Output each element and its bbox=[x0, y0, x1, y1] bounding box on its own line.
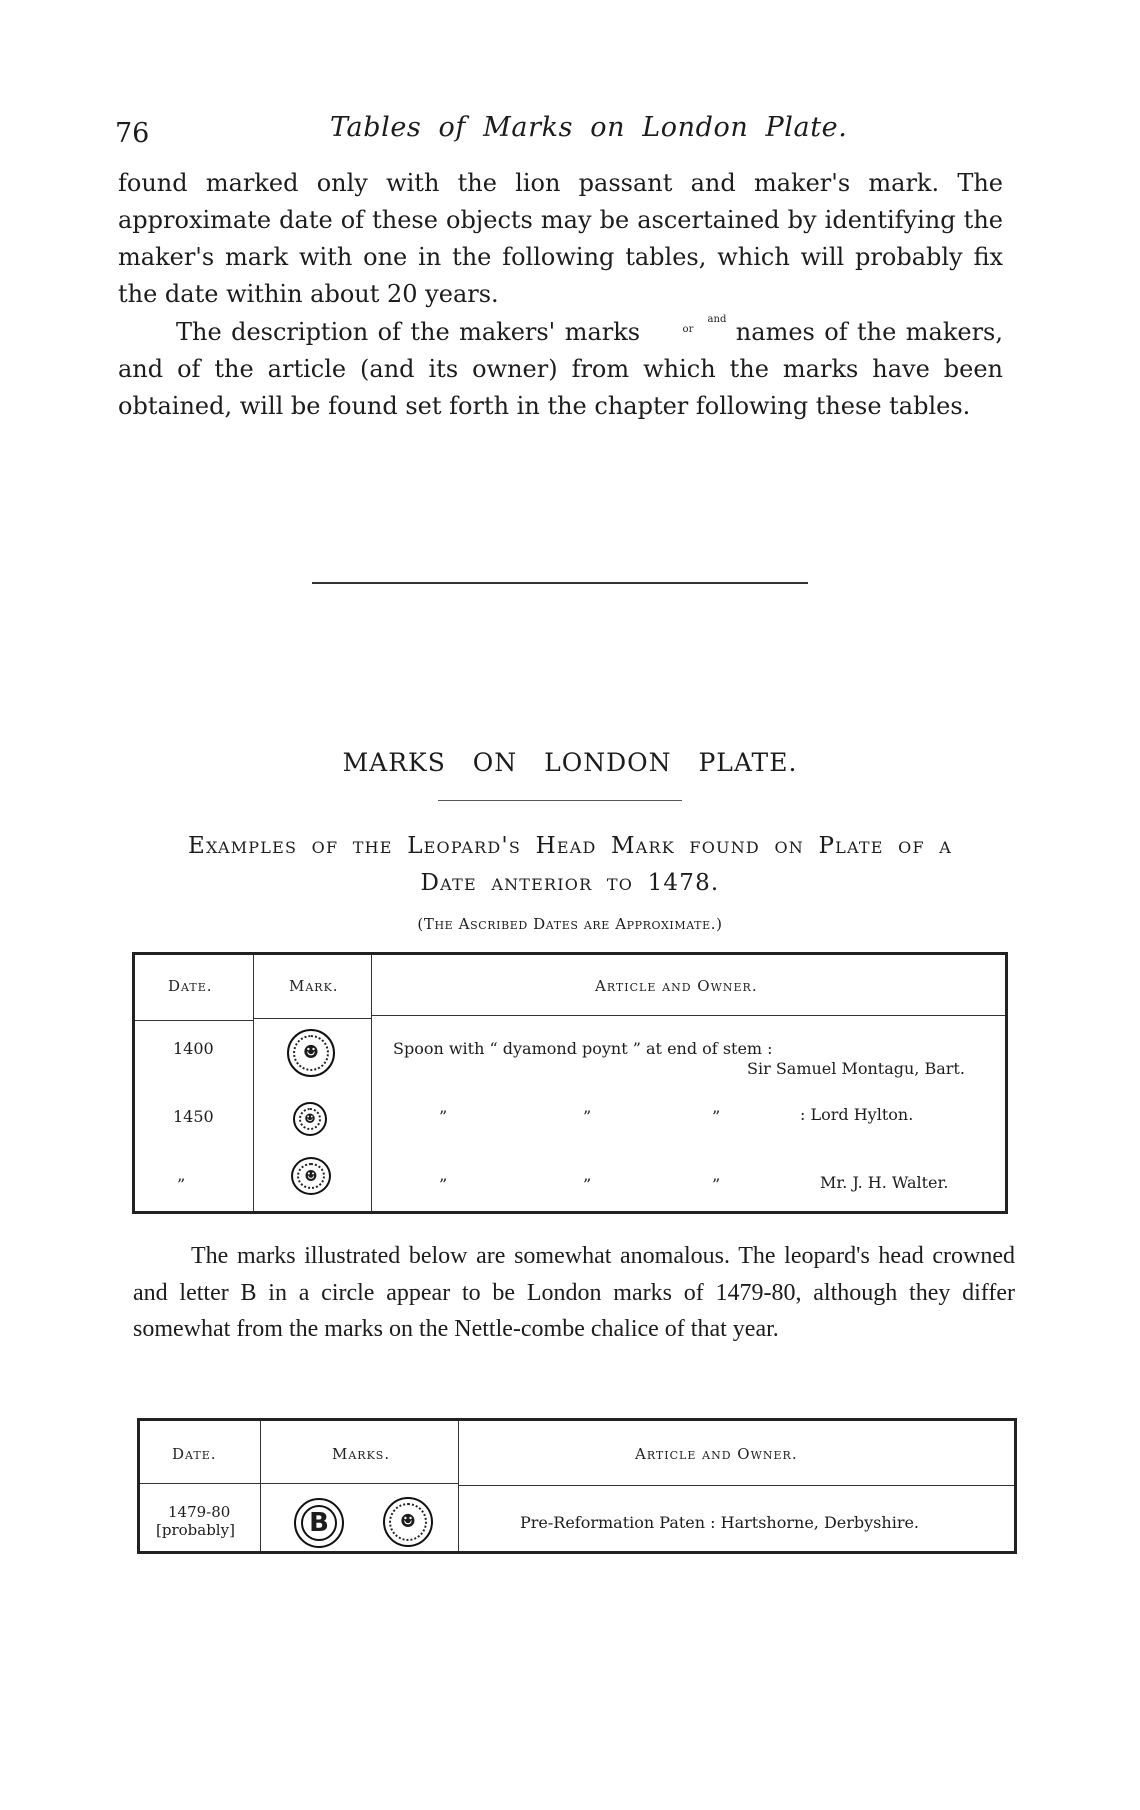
header-rule bbox=[253, 1018, 371, 1019]
row3-owner: Mr. J. H. Walter. bbox=[820, 1173, 949, 1192]
leopard-head-mark-icon: ☻ bbox=[287, 1029, 335, 1077]
section-subtitle: Examples of the Leopard's Head Mark found on Plate of a Date anterior to 1478. bbox=[187, 833, 953, 896]
intro-paragraph-1: found marked only with the lion passant and maker's mark. The approximate date of these objects may be ascertained by identifying the maker's mark with one in the following tables, which will probably fix the date within about 20 years. bbox=[118, 169, 1003, 308]
row-article: Pre-Reformation Paten : Hartshorne, Derbyshire. bbox=[520, 1513, 920, 1532]
row2-date: 1450 bbox=[173, 1107, 214, 1126]
title-underline bbox=[438, 800, 682, 801]
column-divider bbox=[260, 1421, 261, 1551]
ditto-mark: ” bbox=[439, 1107, 448, 1126]
header-rule bbox=[260, 1483, 458, 1484]
header-rule bbox=[458, 1485, 1014, 1486]
header-rule bbox=[135, 1020, 253, 1021]
row3-date: ” bbox=[177, 1175, 186, 1194]
row-date-note: [probably] bbox=[156, 1521, 235, 1539]
row2-owner: : Lord Hylton. bbox=[800, 1105, 914, 1124]
column-divider bbox=[371, 955, 372, 1211]
leopard-head-mark-icon: ☻ bbox=[291, 1157, 331, 1195]
intro-paragraph-2 bbox=[118, 314, 1003, 425]
leopard-head-marks-table bbox=[132, 952, 1008, 1214]
page-number: 76 bbox=[115, 118, 150, 149]
leopard-head-mark-icon: ☻ bbox=[293, 1102, 327, 1136]
leopard-head-crowned-icon: ☻ bbox=[383, 1497, 433, 1547]
running-title: Tables of Marks on London Plate. bbox=[330, 112, 848, 143]
row1-article: Spoon with “ dyamond poynt ” at end of stem : bbox=[393, 1039, 773, 1058]
row-date: 1479-80 bbox=[168, 1503, 231, 1521]
and-or-stack: and or bbox=[682, 314, 727, 335]
column-divider bbox=[253, 955, 254, 1211]
header-rule bbox=[140, 1483, 260, 1484]
ditto-mark: ” bbox=[583, 1107, 592, 1126]
ditto-mark: ” bbox=[712, 1175, 721, 1194]
para2-before: The description of the makers' marks bbox=[176, 318, 641, 346]
ditto-mark: ” bbox=[583, 1175, 592, 1194]
header-article: Article and Owner. bbox=[595, 977, 758, 995]
header-date: Date. bbox=[172, 1445, 217, 1463]
dates-note: (The Ascribed Dates are Approximate.) bbox=[417, 915, 723, 933]
header-marks: Marks. bbox=[332, 1445, 391, 1463]
header-mark: Mark. bbox=[289, 977, 339, 995]
row1-date: 1400 bbox=[173, 1039, 214, 1058]
para2-after: names of the makers, and of the article (and its owner) from which the marks have been obtained, will be found set forth in the chapter following these tables. bbox=[118, 318, 1003, 420]
anomalous-marks-paragraph: The marks illustrated below are somewhat anomalous. The leopard's head crowned and letter B in a circle appear to be London marks of 1479-80, although they differ somewhat from the marks on the Nettle-combe chalice of that year. bbox=[133, 1243, 1015, 1342]
column-divider bbox=[458, 1421, 459, 1551]
row1-owner: Sir Samuel Montagu, Bart. bbox=[747, 1059, 965, 1078]
header-rule bbox=[371, 1015, 1005, 1016]
letter-b-mark-icon: B bbox=[294, 1498, 344, 1548]
ditto-mark: ” bbox=[439, 1175, 448, 1194]
ditto-mark: ” bbox=[712, 1107, 721, 1126]
anomalous-marks-table bbox=[137, 1418, 1017, 1554]
section-title: MARKS ON LONDON PLATE. bbox=[342, 748, 798, 777]
header-article: Article and Owner. bbox=[635, 1445, 798, 1463]
header-date: Date. bbox=[168, 977, 213, 995]
section-divider bbox=[312, 582, 808, 584]
